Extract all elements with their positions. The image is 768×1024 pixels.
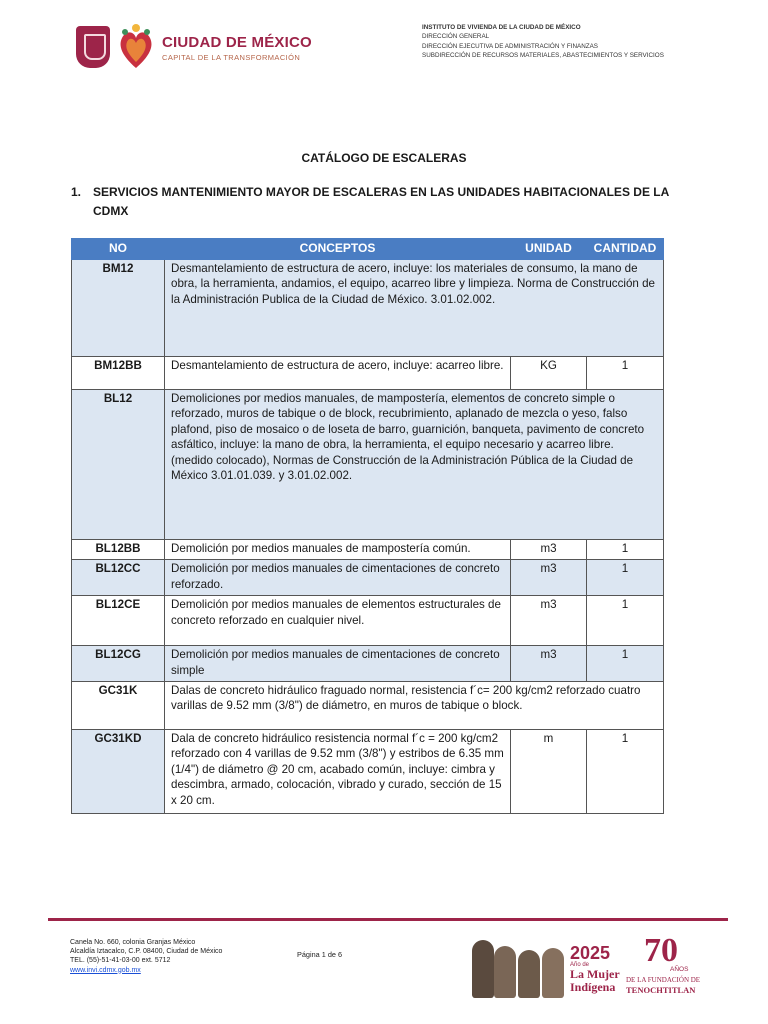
row-quantity: 1: [587, 646, 664, 682]
row-code: BL12CC: [72, 560, 165, 596]
address-line: Canela No. 660, colonia Granjas México: [70, 939, 196, 946]
institution-header: [422, 23, 664, 60]
year-2025: 2025: [570, 943, 611, 963]
row-quantity: 1: [587, 357, 664, 390]
row-concept: Dalas de concreto hidráulico fraguado normal, resistencia f´c= 200 kg/cm2 reforzado cuatro varillas de 9.52 mm (3/8") de diámetro, en muros de tabique o block.: [165, 682, 664, 730]
table-row: [72, 682, 664, 730]
year-title-line: Indígena: [570, 980, 616, 994]
header-unit: UNIDAD: [511, 239, 587, 260]
row-code: GC31KD: [72, 730, 165, 814]
year-subtitle: Año de: [570, 962, 590, 968]
table-row: [72, 357, 664, 390]
row-code: BM12BB: [72, 357, 165, 390]
institution-line: DIRECCIÓN EJECUTIVA DE ADMINISTRACIÓN Y FINANZAS: [422, 42, 598, 50]
row-code: BL12: [72, 390, 165, 540]
row-code: GC31K: [72, 682, 165, 730]
row-concept: Desmantelamiento de estructura de acero, incluye: acarreo libre.: [165, 357, 511, 390]
table-row: [72, 260, 664, 357]
row-concept: Demolición por medios manuales de mampostería común.: [165, 540, 511, 560]
table-row: [72, 540, 664, 560]
institution-line: SUBDIRECCIÓN DE RECURSOS MATERIALES, ABASTECIMIENTOS Y SERVICIOS: [422, 51, 664, 59]
institution-name: INSTITUTO DE VIVIENDA DE LA CIUDAD DE MÉXICO: [422, 24, 581, 31]
row-concept: Dala de concreto hidráulico resistencia normal f´c = 200 kg/cm2 reforzado con 4 varillas de 9.52 mm (3/8") y estribos de 6.35 mm (1/4") de diámetro @ 20 cm, acabado común, incluye: cimbra y descimbra, armado, colocación, vibrado y curado, sección de 15 x 20 cm.: [165, 730, 511, 814]
table-row: [72, 596, 664, 646]
table-header-row: [72, 239, 664, 260]
row-unit: m3: [511, 540, 587, 560]
logo-title: CIUDAD DE MÉXICO: [162, 34, 312, 51]
header-quantity: CANTIDAD: [587, 239, 664, 260]
logo-subtitle: CAPITAL DE LA TRANSFORMACIÓN: [162, 53, 301, 62]
row-quantity: 1: [587, 560, 664, 596]
row-concept: Demoliciones por medios manuales, de mampostería, elementos de concreto simple o reforzado, muros de tabique o de block, recubrimiento, aplanado de mezcla o yeso, falso plafond, piso de mosaico o de loseta de barro, guarnición, banqueta, pavimento de concreto asfáltico, incluye: la mano de obra, la herramienta, el equipo necesario y acarreo libre. (medido colocado), Normas de Construcción de la Administración Pública de la Ciudad de México 3.01.01.039. y 3.01.02.002.: [165, 390, 664, 540]
foundation-name: TENOCHTITLAN: [626, 985, 696, 995]
website-link[interactable]: www.invi.cdmx.gob.mx: [70, 966, 141, 974]
section-title: SERVICIOS MANTENIMIENTO MAYOR DE ESCALERAS EN LAS UNIDADES HABITACIONALES DE LA CDMX: [93, 185, 669, 218]
row-unit: KG: [511, 357, 587, 390]
phone-line: TEL. (55)-51-41-03-00 ext. 5712: [70, 957, 171, 965]
foundation-line: DE LA FUNDACIÓN DE: [626, 976, 701, 984]
table-row: [72, 560, 664, 596]
table-row: [72, 730, 664, 814]
row-concept: Desmantelamiento de estructura de acero, incluye: los materiales de consumo, la mano de obra, la herramienta, andamios, el equipo, acarreo libre y limpieza. Norma de Construcción de la Administración Publica de la Ciudad de México. 3.01.02.002.: [165, 260, 664, 357]
coat-of-arms-icon: [76, 26, 110, 68]
row-concept: Demolición por medios manuales de cimentaciones de concreto simple: [165, 646, 511, 682]
row-quantity: 1: [587, 730, 664, 814]
row-unit: m: [511, 730, 587, 814]
row-unit: m3: [511, 560, 587, 596]
row-code: BL12BB: [72, 540, 165, 560]
indigenous-women-illustration: [468, 930, 568, 998]
row-quantity: 1: [587, 540, 664, 560]
heart-emblem-icon: [116, 22, 156, 72]
year-title-line: La Mujer: [570, 967, 620, 981]
catalog-table: [71, 238, 664, 814]
row-concept: Demolición por medios manuales de elementos estructurales de concreto reforzado en cualquier nivel.: [165, 596, 511, 646]
row-quantity: 1: [587, 596, 664, 646]
row-unit: m3: [511, 596, 587, 646]
cdmx-logo: [74, 20, 312, 76]
anniversary-number: 70: [644, 932, 678, 969]
header-no: NO: [72, 239, 165, 260]
section-number: 1.: [71, 185, 82, 199]
footer-address: [70, 938, 222, 975]
table-row: [72, 646, 664, 682]
address-line: Alcaldía Iztacalco, C.P. 08400, Ciudad de México: [70, 948, 223, 956]
institution-line: DIRECCIÓN GENERAL: [422, 33, 490, 41]
footer-divider: [48, 918, 728, 921]
header-concepts: CONCEPTOS: [165, 239, 511, 260]
row-unit: m3: [511, 646, 587, 682]
row-code: BM12: [72, 260, 165, 357]
page-number: Página 1 de 6: [297, 950, 343, 959]
row-concept: Demolición por medios manuales de cimentaciones de concreto reforzado.: [165, 560, 511, 596]
table-row: [72, 390, 664, 540]
row-code: BL12CE: [72, 596, 165, 646]
anniversary-word: AÑOS: [670, 966, 689, 973]
row-code: BL12CG: [72, 646, 165, 682]
document-title: CATÁLOGO DE ESCALERAS: [301, 151, 467, 165]
